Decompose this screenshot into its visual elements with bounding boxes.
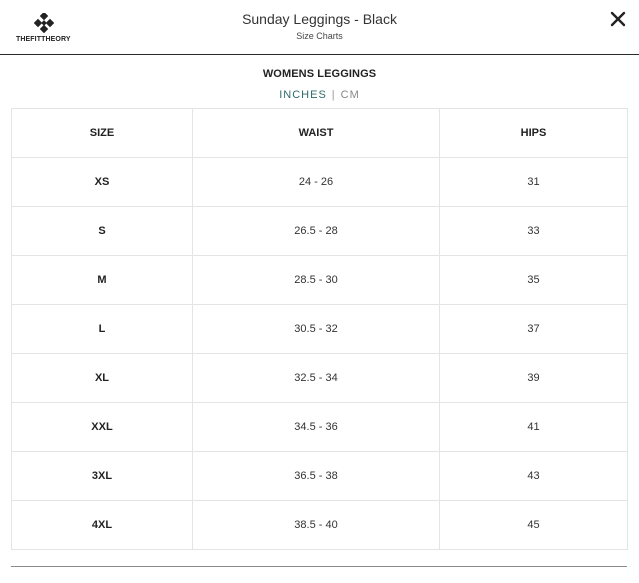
table-header-row: [12, 109, 628, 158]
modal-title: Sunday Leggings - Black: [242, 11, 397, 27]
chart-section-title: WOMENS LEGGINGS: [262, 68, 377, 80]
close-button[interactable]: [609, 10, 627, 28]
table-row: [12, 403, 628, 452]
size-cell: 3XL: [12, 452, 193, 501]
table-row: [12, 305, 628, 354]
table-row: [12, 354, 628, 403]
unit-inches-tab[interactable]: INCHES: [279, 89, 327, 101]
header-size: SIZE: [12, 109, 193, 158]
size-cell: XXL: [12, 403, 193, 452]
title-block: [0, 10, 639, 43]
table-row: [12, 452, 628, 501]
hips-cell: 33: [440, 207, 628, 256]
unit-toggle: [0, 89, 639, 101]
hips-cell: 37: [440, 305, 628, 354]
unit-cm-tab[interactable]: CM: [340, 89, 360, 101]
waist-cell: 38.5 - 40: [193, 501, 440, 550]
bottom-divider: [11, 566, 627, 567]
unit-separator: |: [331, 89, 336, 101]
waist-cell: 34.5 - 36: [193, 403, 440, 452]
header-waist: WAIST: [193, 109, 440, 158]
table-row: [12, 207, 628, 256]
hips-cell: 41: [440, 403, 628, 452]
modal-subtitle: Size Charts: [296, 31, 343, 41]
size-cell: L: [12, 305, 193, 354]
hips-cell: 43: [440, 452, 628, 501]
size-cell: 4XL: [12, 501, 193, 550]
table-row: [12, 256, 628, 305]
close-icon[interactable]: [609, 10, 627, 28]
hips-cell: 31: [440, 158, 628, 207]
hips-cell: 35: [440, 256, 628, 305]
hips-cell: 45: [440, 501, 628, 550]
waist-cell: 32.5 - 34: [193, 354, 440, 403]
size-cell: S: [12, 207, 193, 256]
brand-name: THEFITTHEORY: [16, 36, 71, 43]
header-hips: HIPS: [440, 109, 628, 158]
waist-cell: 30.5 - 32: [193, 305, 440, 354]
waist-cell: 36.5 - 38: [193, 452, 440, 501]
modal-header: [0, 0, 639, 55]
hips-cell: 39: [440, 354, 628, 403]
table-row: [12, 501, 628, 550]
size-chart-table: [11, 108, 628, 550]
table-row: [12, 158, 628, 207]
waist-cell: 26.5 - 28: [193, 207, 440, 256]
size-cell: M: [12, 256, 193, 305]
size-cell: XL: [12, 354, 193, 403]
waist-cell: 24 - 26: [193, 158, 440, 207]
waist-cell: 28.5 - 30: [193, 256, 440, 305]
size-cell: XS: [12, 158, 193, 207]
